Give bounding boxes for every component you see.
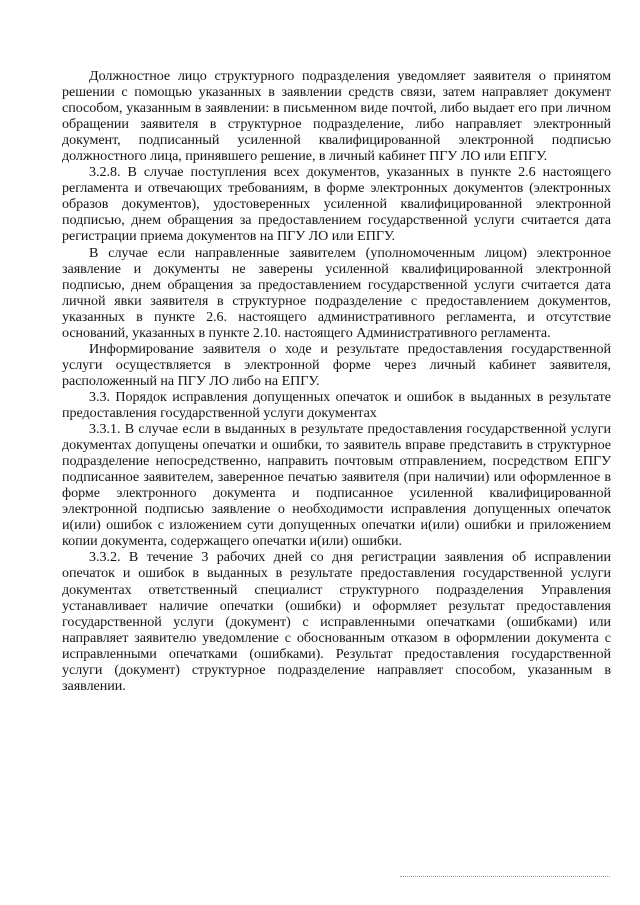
paragraph-3-3-1: 3.3.1. В случае если в выданных в результате предоставления государственной услуги документах допущены опечатки и ошибки, то заявитель вправе представить в структурное подразделение непосредственно, направить почтовым отправлением, посредством ЕПГУ подписанное заявителем, заверенное печатью заявителя (при наличии) или оформленное в форме электронного документа и подписанное усиленной квалифицированной электронной подписью заявление о необходимости исправления допущенных опечаток и(или) ошибок с изложением сути допущенных опечатки и(или) ошибки и приложением копии документа, содержащего опечатки и(или) ошибки. bbox=[62, 421, 611, 550]
paragraph-3-3-2: 3.3.2. В течение 3 рабочих дней со дня регистрации заявления об исправлении опечаток и ошибок в выданных в результате предоставления государственной услуги документах ответственный специалист структурного подразделения Управления устанавливает наличие опечатки (ошибки) и оформляет результат предоставления государственной услуги (документ) с исправленными опечатками (ошибками) или направляет заявителю уведомление с обоснованным отказом в оформлении документа с исправленными опечатками (ошибками). Результат предоставления государственной услуги (документ) структурное подразделение направляет способом, указанным в заявлении. bbox=[62, 549, 611, 694]
paragraph-3-2-8: 3.2.8. В случае поступления всех документов, указанных в пункте 2.6 настоящего регламента и отвечающих требованиям, в форме электронных документов (электронных образов документов), удостоверенных усиленной квалифицированной электронной подписью, днем обращения за предоставлением государственной услуги считается дата регистрации приема документов на ПГУ ЛО или ЕПГУ. bbox=[62, 164, 611, 245]
paragraph-notification: Должностное лицо структурного подразделения уведомляет заявителя о принятом решении с помощью указанных в заявлении средств связи, затем направляет документ способом, указанным в заявлении: в письменном виде почтой, либо выдает его при личном обращении заявителя в структурное подразделение, либо направляет электронный документ, подписанный усиленной квалифицированной электронной подписью должностного лица, принявшего решение, в личный кабинет ПГУ ЛО или ЕПГУ. bbox=[62, 68, 611, 165]
section-heading-3-3: 3.3. Порядок исправления допущенных опечаток и ошибок в выданных в результате предоставления государственной услуги документах bbox=[62, 388, 611, 421]
paragraph-unsigned-documents: В случае если направленные заявителем (уполномоченным лицом) электронное заявление и документы не заверены усиленной квалифицированной электронной подписью, днем обращения за предоставлением государственной услуги считается дата личной явки заявителя в структурное подразделение с предоставлением документов, указанных в пункте 2.6. настоящего административного регламента, и отсутствие оснований, указанных в пункте 2.10. настоящего Административного регламента. bbox=[62, 244, 611, 341]
footer-dotted-line bbox=[400, 876, 610, 877]
paragraph-informing: Информирование заявителя о ходе и результате предоставления государственной услуги осуществляется в электронной форме через личный кабинет заявителя, расположенный на ПГУ ЛО либо на ЕПГУ. bbox=[62, 340, 611, 389]
document-body bbox=[62, 68, 611, 694]
